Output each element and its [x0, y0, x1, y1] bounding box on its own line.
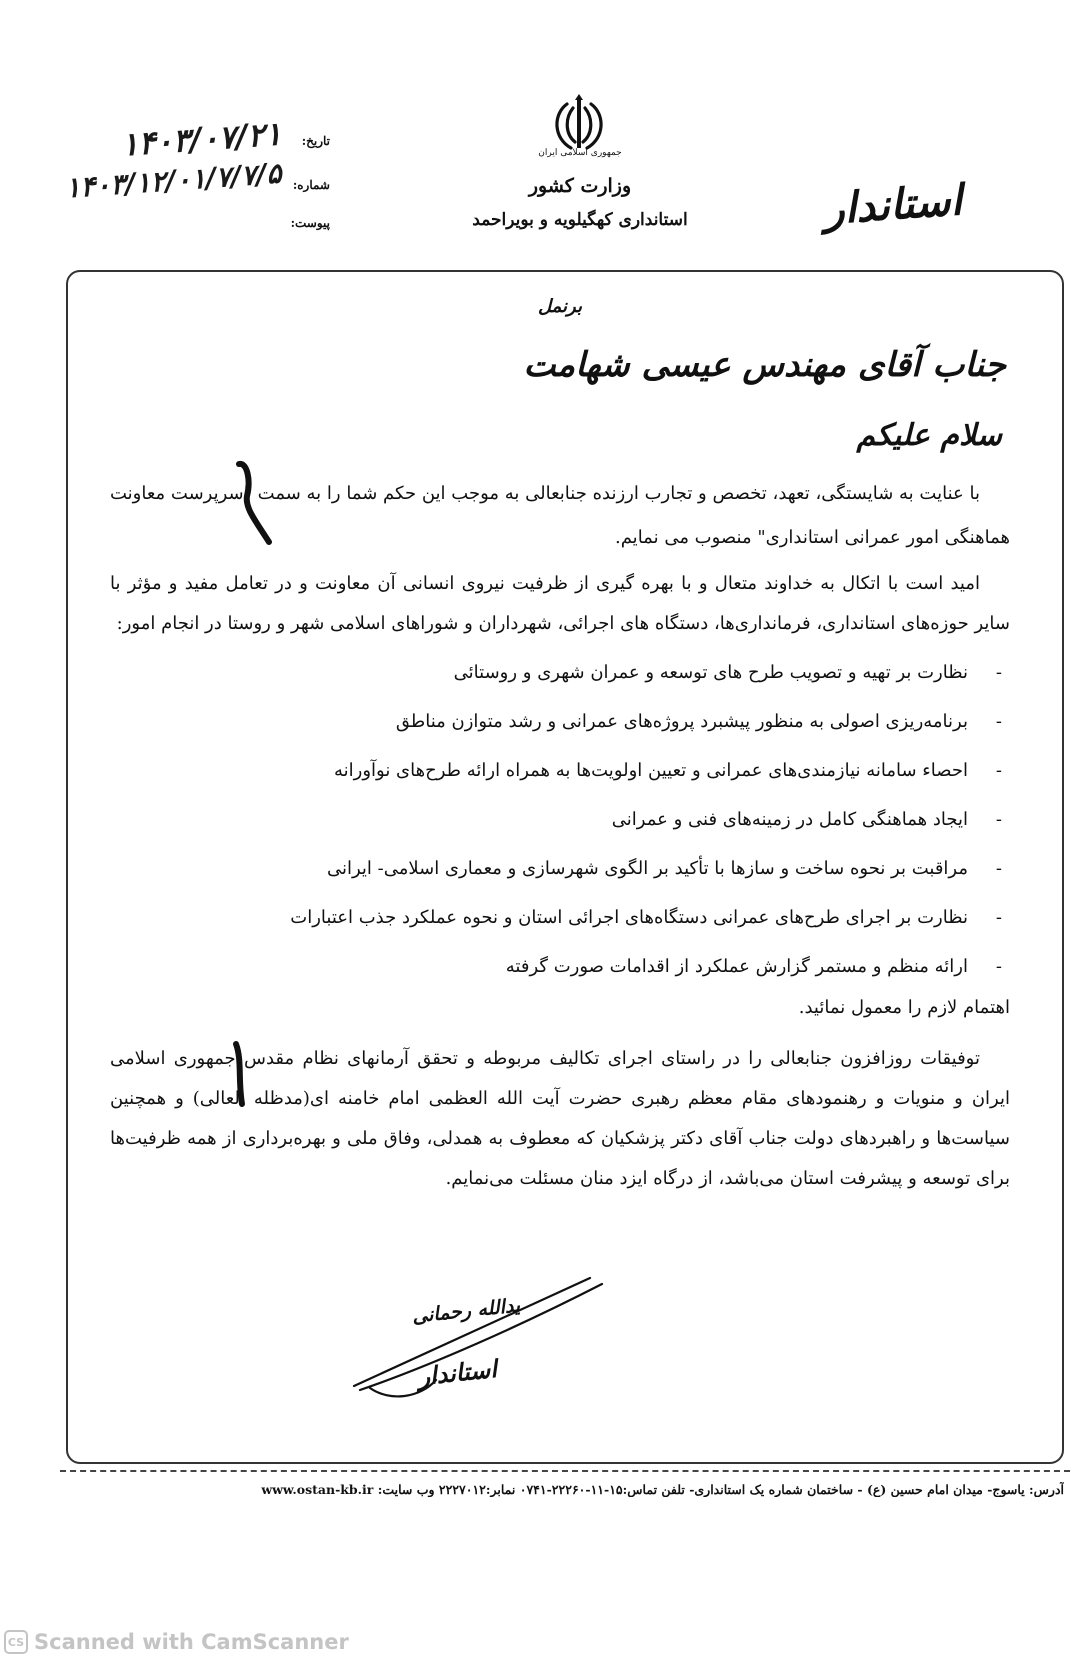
duty-item: - مراقبت بر نحوه ساخت و سازها با تأکید بر الگوی شهرسازی و معماری اسلامی- ایرانی — [110, 844, 1010, 893]
signatory-title: استاندار — [416, 1353, 499, 1392]
attachment-label: پیوست: — [290, 216, 330, 230]
attachment-row — [20, 208, 330, 238]
emblem-caption: جمهوری اسلامی ایران — [538, 148, 622, 158]
footer-address: آدرس: یاسوج- میدان امام حسین (ع) - ساختمان شماره یک استانداری- تلفن تماس:۱۵-۱۱-۲۲۲۶۰-۰۷۴۱ نمابر:۲۲۲۷۰۱۲ وب سایت: www.ostan-kb.ir — [261, 1482, 1064, 1497]
ministry-name: وزارت کشور — [528, 175, 632, 197]
recipient-line: جناب آقای مهندس عیسی شهامت — [523, 345, 1006, 385]
appointment-paragraph: با عنایت به شایستگی، تعهد، تخصص و تجارب ارزنده جنابعالی به موجب این حکم شما را به سمت "سرپرست معاونت هماهنگی امور عمرانی استانداری" منصوب می نمایم. — [110, 483, 1010, 548]
closing-line: اهتمام لازم را معمول نمائید. — [798, 997, 1010, 1018]
number-label: شماره: — [292, 178, 330, 192]
footer-divider — [60, 1470, 1070, 1472]
province-office-name: استانداری کهگیلویه و بویراحمد — [472, 210, 688, 230]
date-value: ۱۴۰۳/۰۷/۲۱ — [119, 114, 284, 164]
date-label: تاریخ: — [301, 134, 330, 148]
watermark-text: Scanned with CamScanner — [34, 1630, 349, 1654]
letter-body — [110, 472, 1010, 1199]
camscanner-logo-icon: CS — [4, 1630, 28, 1654]
letter-metadata — [20, 114, 330, 238]
signatory-name: یدالله رحمانی — [411, 1294, 522, 1328]
duty-item: - احصاء سامانه نیازمندی‌های عمرانی و تعیین اولویت‌ها به همراه ارائه طرح‌های نوآورانه — [110, 746, 1010, 795]
number-row — [20, 156, 330, 208]
duty-item: - ایجاد هماهنگی کامل در زمینه‌های فنی و عمرانی — [110, 795, 1010, 844]
greeting-line: سلام علیکم — [856, 418, 1002, 453]
duty-item: - ارائه منظم و مستمر گزارش عملکرد از اقدامات صورت گرفته — [110, 942, 1010, 991]
camscanner-watermark — [4, 1630, 349, 1654]
duty-item: - برنامه‌ریزی اصولی به منظور پیشبرد پروژه‌های عمرانی و رشد متوازن مناطق — [110, 697, 1010, 746]
office-title: استاندار — [822, 175, 964, 234]
date-row — [20, 114, 330, 164]
duties-list — [110, 648, 1010, 991]
duty-item: - نظارت بر اجرای طرح‌های عمرانی دستگاه‌های اجرائی استان و نحوه عملکرد جذب اعتبارات — [110, 893, 1010, 942]
duties-intro-paragraph: امید است با اتکال به خداوند متعال و با بهره گیری از ظرفیت نیروی انسانی آن معاونت و در تعامل مفید و مؤثر با سایر حوزه‌های استانداری، فرمانداری‌ها، دستگاه های اجرائی، شهرداران و شوراهای اسلامی شهر و روستا در انجام امور: — [110, 573, 1010, 634]
wishes-paragraph: توفیقات روزافزون جنابعالی را در راستای اجرای تکالیف مربوطه و تحقق آرمانهای نظام مقدس جمهوری اسلامی ایران و منویات و رهنمودهای مقام معظم رهبری حضرت آیت الله العظمی امام خامنه ای(مدظله العالی) و همچنین سیاست‌ها و راهبردهای دولت جناب آقای دکتر پزشکیان که معطوف به همدلی، وفاق ملی و بهره‌برداری از همه ظرفیت‌ها برای توسعه و پیشرفت استان می‌باشد، از درگاه ایزد منان مسئلت می‌نمایم. — [110, 1048, 1010, 1189]
duty-item: - نظارت بر تهیه و تصویب طرح های توسعه و عمران شهری و روستائی — [110, 648, 1010, 697]
classification-mark: برنمل — [538, 296, 582, 317]
number-value: ۱۴۰۳/۱۲/۰۱/۷/۷/۵ — [64, 156, 283, 205]
